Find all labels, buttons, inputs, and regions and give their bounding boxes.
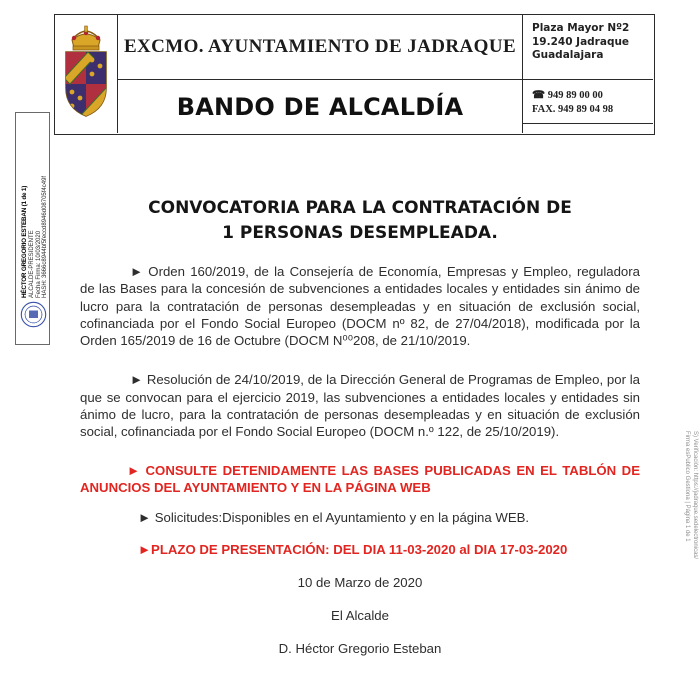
phone-number: ☎ 949 89 00 00: [532, 90, 603, 101]
org-name: EXCMO. AYUNTAMIENTO DE JADRAQUE: [123, 36, 517, 57]
coat-of-arms-icon: [60, 22, 112, 126]
org-name-cell: [117, 15, 522, 79]
address-line-1: Plaza Mayor Nº2: [532, 22, 630, 34]
paragraph-orden: ► Orden 160/2019, de la Consejería de Economía, Empresas y Empleo, reguladora de las Bases para la concesión de subvenciones a entidades locales y entidades sin ánimo de lucro para la contratación de personas desempleadas y en situación de exclusión social, cofinanciada por el Fondo Social Europeo (DOCM nº 82, de 27/04/2018), modificada por la Orden 165/2019 de 16 de Octubre (DOCM N⁰⁰208, de 21/10/2019.: [80, 264, 640, 349]
line-plazo: ►PLAZO DE PRESENTACIÓN: DEL DIA 11-03-2020 al DIA 17-03-2020: [138, 541, 568, 557]
signer-name-vertical: HÉCTOR GREGORIO ESTEBAN (1 de 1): [21, 185, 28, 298]
verification-platform: Firma esPublico Gestiona | Página 1 de 1: [684, 431, 691, 542]
verification-rotated-text: [683, 431, 698, 699]
official-stamp-icon: [20, 301, 47, 328]
address-cell: [522, 15, 653, 79]
signer-role-vertical: ALCALDE-PRESIDENTE: [28, 230, 35, 298]
doc-type-cell: [117, 79, 522, 133]
address-line-2: 19.240 Jadraque: [532, 35, 630, 48]
page-title: [80, 196, 640, 246]
empty-cell: [522, 123, 653, 133]
signer-name: D. Héctor Gregorio Esteban: [278, 641, 442, 657]
header-table: [54, 14, 655, 135]
verification-url: S) Verificación: https://jadraque.sedelectronicas/: [692, 431, 698, 560]
signer-title: El Alcalde: [331, 608, 389, 624]
line-solicitudes: ► Solicitudes:Disponibles en el Ayuntamiento y en la página WEB.: [138, 510, 530, 526]
fax-number: FAX. 949 89 04 98: [532, 104, 614, 115]
address-line-3: Guadalajara: [532, 49, 604, 61]
coat-of-arms-cell: [55, 15, 117, 133]
title-line-1: CONVOCATORIA PARA LA CONTRATACIÓN DE: [148, 198, 572, 218]
notice-consulte: ► CONSULTE DETENIDAMENTE LAS BASES PUBLICADAS EN EL TABLÓN DE ANUNCIOS DEL AYUNTAMIENTO Y EN LA PÁGINA WEB: [80, 462, 640, 495]
title-line-2: 1 PERSONAS DESEMPLEADA.: [222, 223, 498, 243]
paragraph-resolucion: ► Resolución de 24/10/2019, de la Dirección General de Programas de Empleo, por la que se convocan para el ejercicio 2019, las subvenciones a entidades locales y entidades sin ánimo de lucro, para la contratación de personas desempleadas y en situación de exclusión social, cofinanciada por el Fondo Social Europeo (DOCM n.º 122, de 25/10/2019).: [80, 372, 640, 440]
signature-rotated-text: [22, 120, 49, 298]
signature-hash-vertical: HASH: 3666c8944bf5feccd8946d08705f4c49f: [42, 175, 49, 298]
signature-date-vertical: Fecha Firma: 10/03/2020: [35, 230, 42, 298]
phone-cell: [522, 79, 653, 123]
document-body: [80, 196, 640, 658]
doc-type-title: BANDO DE ALCALDÍA: [176, 92, 464, 121]
date-line: 10 de Marzo de 2020: [297, 574, 423, 590]
